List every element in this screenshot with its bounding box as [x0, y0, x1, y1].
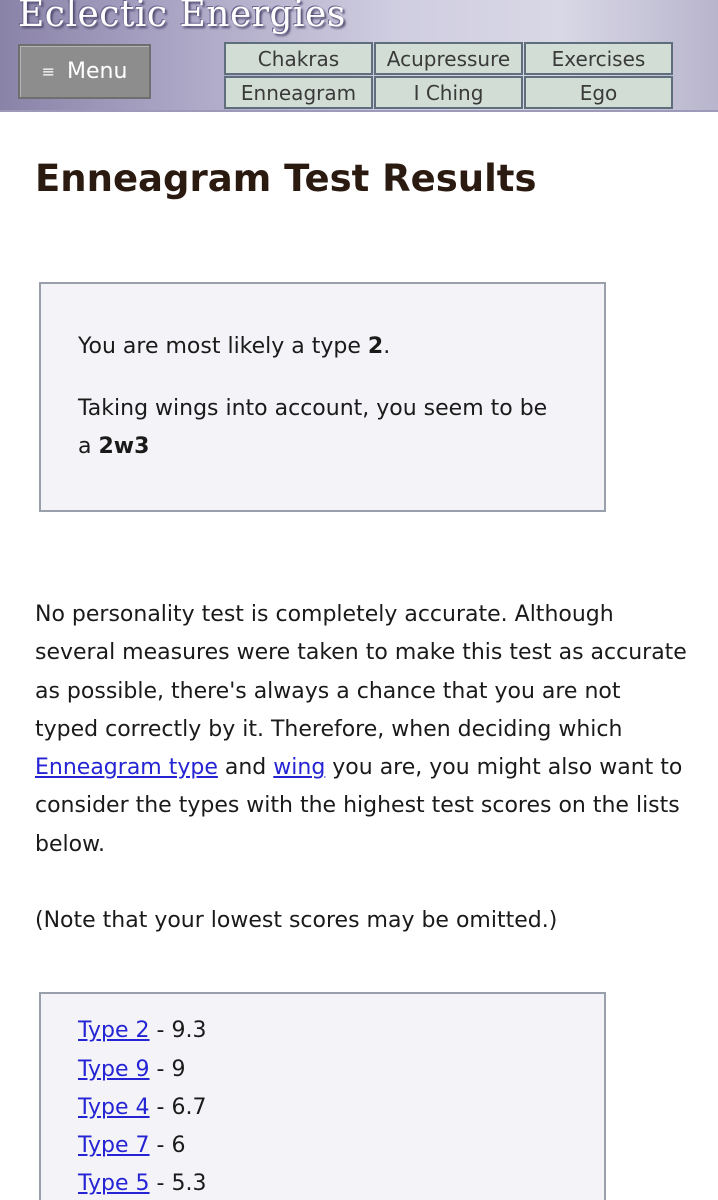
result-box — [39, 282, 606, 512]
score-row — [78, 1012, 604, 1050]
wing-result-text — [78, 390, 566, 466]
type-7-link[interactable]: Type 7 — [78, 1132, 150, 1158]
paragraph-text-1: No personality test is completely accurate. Although several measures were taken to make this test as accurate as possible, there's always a chance that you are not typed correctly by it. Therefore, when deciding which — [35, 602, 687, 742]
nav-tab-acupressure[interactable]: Acupressure — [374, 42, 523, 75]
menu-label: Menu — [67, 59, 128, 84]
score-value: - 6.7 — [149, 1094, 207, 1120]
nav-tab-chakras[interactable]: Chakras — [224, 42, 373, 75]
nav-tab-exercises[interactable]: Exercises — [524, 42, 673, 75]
score-row — [78, 1165, 604, 1200]
paragraph-text-3: you are, you might also want to consider the types with the highest test scores on the lists below. — [35, 755, 683, 857]
score-row — [78, 1127, 604, 1165]
paragraph-text-2: and — [217, 755, 274, 781]
page-title: Enneagram Test Results — [35, 157, 537, 200]
type-5-link[interactable]: Type 5 — [78, 1171, 150, 1197]
score-value: - 9.3 — [149, 1018, 207, 1044]
type-2-link[interactable]: Type 2 — [78, 1018, 150, 1044]
score-value: - 9 — [149, 1056, 186, 1082]
score-row — [78, 1051, 604, 1089]
score-value: - 5.3 — [149, 1171, 207, 1197]
wing-prefix: Taking wings into account, you seem to be a — [78, 396, 548, 459]
enneagram-type-link[interactable]: Enneagram type — [35, 755, 218, 781]
nav-tab-ego[interactable]: Ego — [524, 76, 673, 109]
hamburger-icon: ≡ — [41, 61, 55, 81]
nav-tab-i-ching[interactable]: I Ching — [374, 76, 523, 109]
score-row — [78, 1089, 604, 1127]
type-4-link[interactable]: Type 4 — [78, 1094, 150, 1120]
result-type: 2 — [367, 334, 384, 359]
nav-tab-enneagram[interactable]: Enneagram — [224, 76, 373, 109]
main-content — [0, 157, 718, 1200]
omitted-scores-note: (Note that your lowest scores may be omitted.) — [35, 908, 558, 934]
top-nav — [224, 42, 674, 110]
scores-box — [39, 992, 606, 1200]
type-prefix: You are most likely a type — [78, 334, 368, 359]
explanation-text — [35, 596, 688, 940]
most-likely-type-text — [78, 328, 566, 366]
score-value: - 6 — [149, 1132, 186, 1158]
type-9-link[interactable]: Type 9 — [78, 1056, 150, 1082]
wing-link[interactable]: wing — [273, 755, 326, 781]
result-wing: 2w3 — [98, 434, 150, 459]
site-title[interactable]: Eclectic Energies — [18, 0, 346, 35]
site-header — [0, 0, 718, 112]
accuracy-paragraph — [35, 596, 688, 864]
menu-button[interactable] — [18, 44, 151, 99]
type-suffix: . — [383, 334, 391, 359]
